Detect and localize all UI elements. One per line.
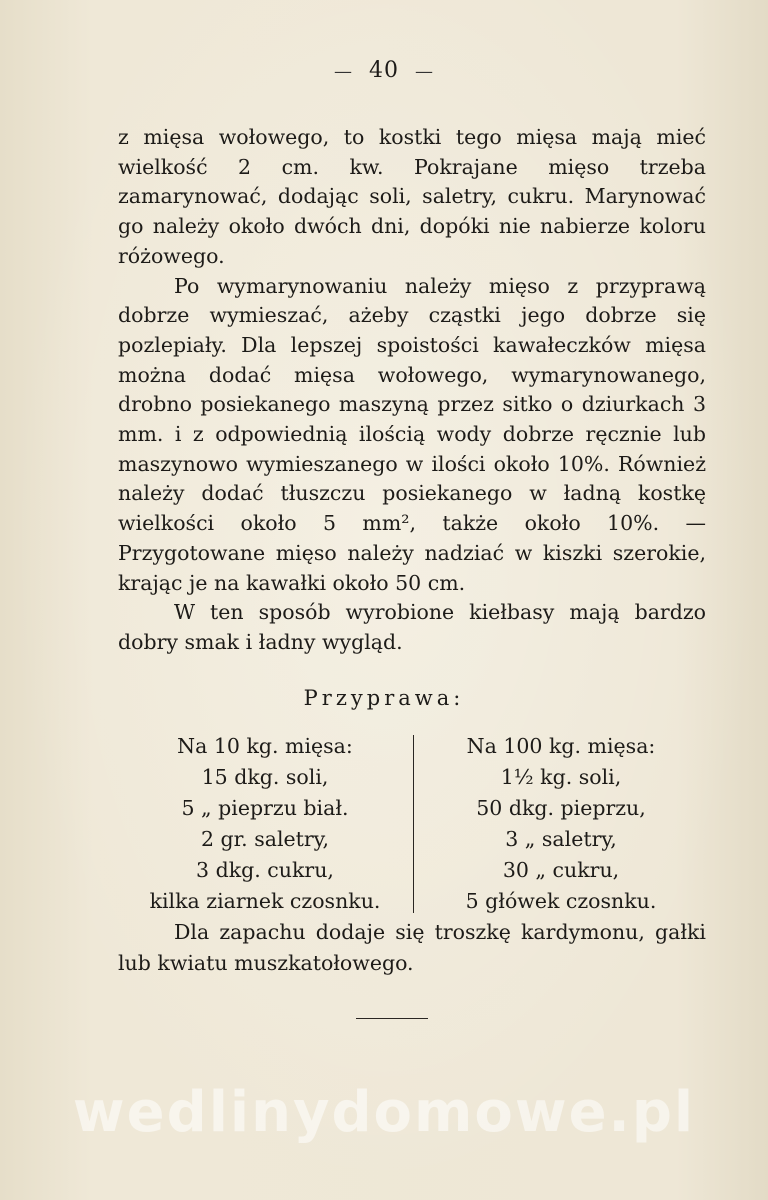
column-heading: Na 10 kg. mięsa: xyxy=(177,734,353,758)
recipe-table xyxy=(118,731,706,917)
body-text xyxy=(118,123,706,658)
paragraph-1: z mięsa wołowego, to kostki tego mięsa mają mieć wielkość 2 cm. kw. Pokrajane mięso trzeba zamarynować, dodając soli, saletry, cukru. Marynować go należy około dwóch dni, dopóki nie nabierze koloru różowego. xyxy=(118,125,706,268)
ingredient-row: 3 „ saletry, xyxy=(505,827,617,851)
header-dash-left: — xyxy=(334,61,353,82)
ingredient-row: 3 dkg. cukru, xyxy=(196,858,334,882)
closing-paragraph: Dla zapachu dodaje się troszkę kardymonu, gałki lub kwiatu muszkatołowego. xyxy=(118,920,706,975)
ingredient-row: kilka ziarnek czosnku. xyxy=(149,889,381,913)
paragraph-3: W ten sposób wyrobione kiełbasy mają bardzo dobry smak i ładny wygląd. xyxy=(118,600,706,654)
recipe-column-100kg xyxy=(416,731,706,917)
paragraph-2: Po wymarynowaniu należy mięso z przyprawą dobrze wymieszać, ażeby cząstki jego dobrze się pozlepiały. Dla lepszej spoistości kawałeczków mięsa można dodać mięsa wołowego, wymarynowanego, drobno posiekanego maszyną przez sitko o dziurkach 3 mm. i z odpowiednią ilością wody dobrze ręcznie lub maszynowo wymieszanego w ilości około 10%. Również należy dodać tłuszczu posiekanego w ładną kostkę wielkości około 5 mm², także około 10%. — Przygotowane mięso należy nadziać w kiszki szerokie, krając je na kawałki około 50 cm. xyxy=(118,273,706,595)
page-header xyxy=(0,58,768,83)
recipe-title: Przyprawa: xyxy=(303,686,465,710)
column-divider xyxy=(413,735,414,913)
column-heading: Na 100 kg. mięsa: xyxy=(466,734,656,758)
ingredient-row: 5 główek czosnku. xyxy=(465,889,657,913)
end-rule xyxy=(356,1018,428,1019)
closing-text xyxy=(118,917,706,979)
ingredient-row: 1½ kg. soli, xyxy=(500,765,622,789)
watermark: wedlinydomowe.pl xyxy=(72,1080,696,1145)
recipe-column-10kg xyxy=(118,731,412,917)
ingredient-row: 50 dkg. pieprzu, xyxy=(476,796,646,820)
ingredient-row: 2 gr. saletry, xyxy=(200,827,330,851)
header-dash-right: — xyxy=(415,61,434,82)
page-number: 40 xyxy=(369,58,399,83)
ingredient-row: 5 „ pieprzu biał. xyxy=(181,796,349,820)
ingredient-row: 30 „ cukru, xyxy=(502,858,620,882)
ingredient-row: 15 dkg. soli, xyxy=(201,765,329,789)
